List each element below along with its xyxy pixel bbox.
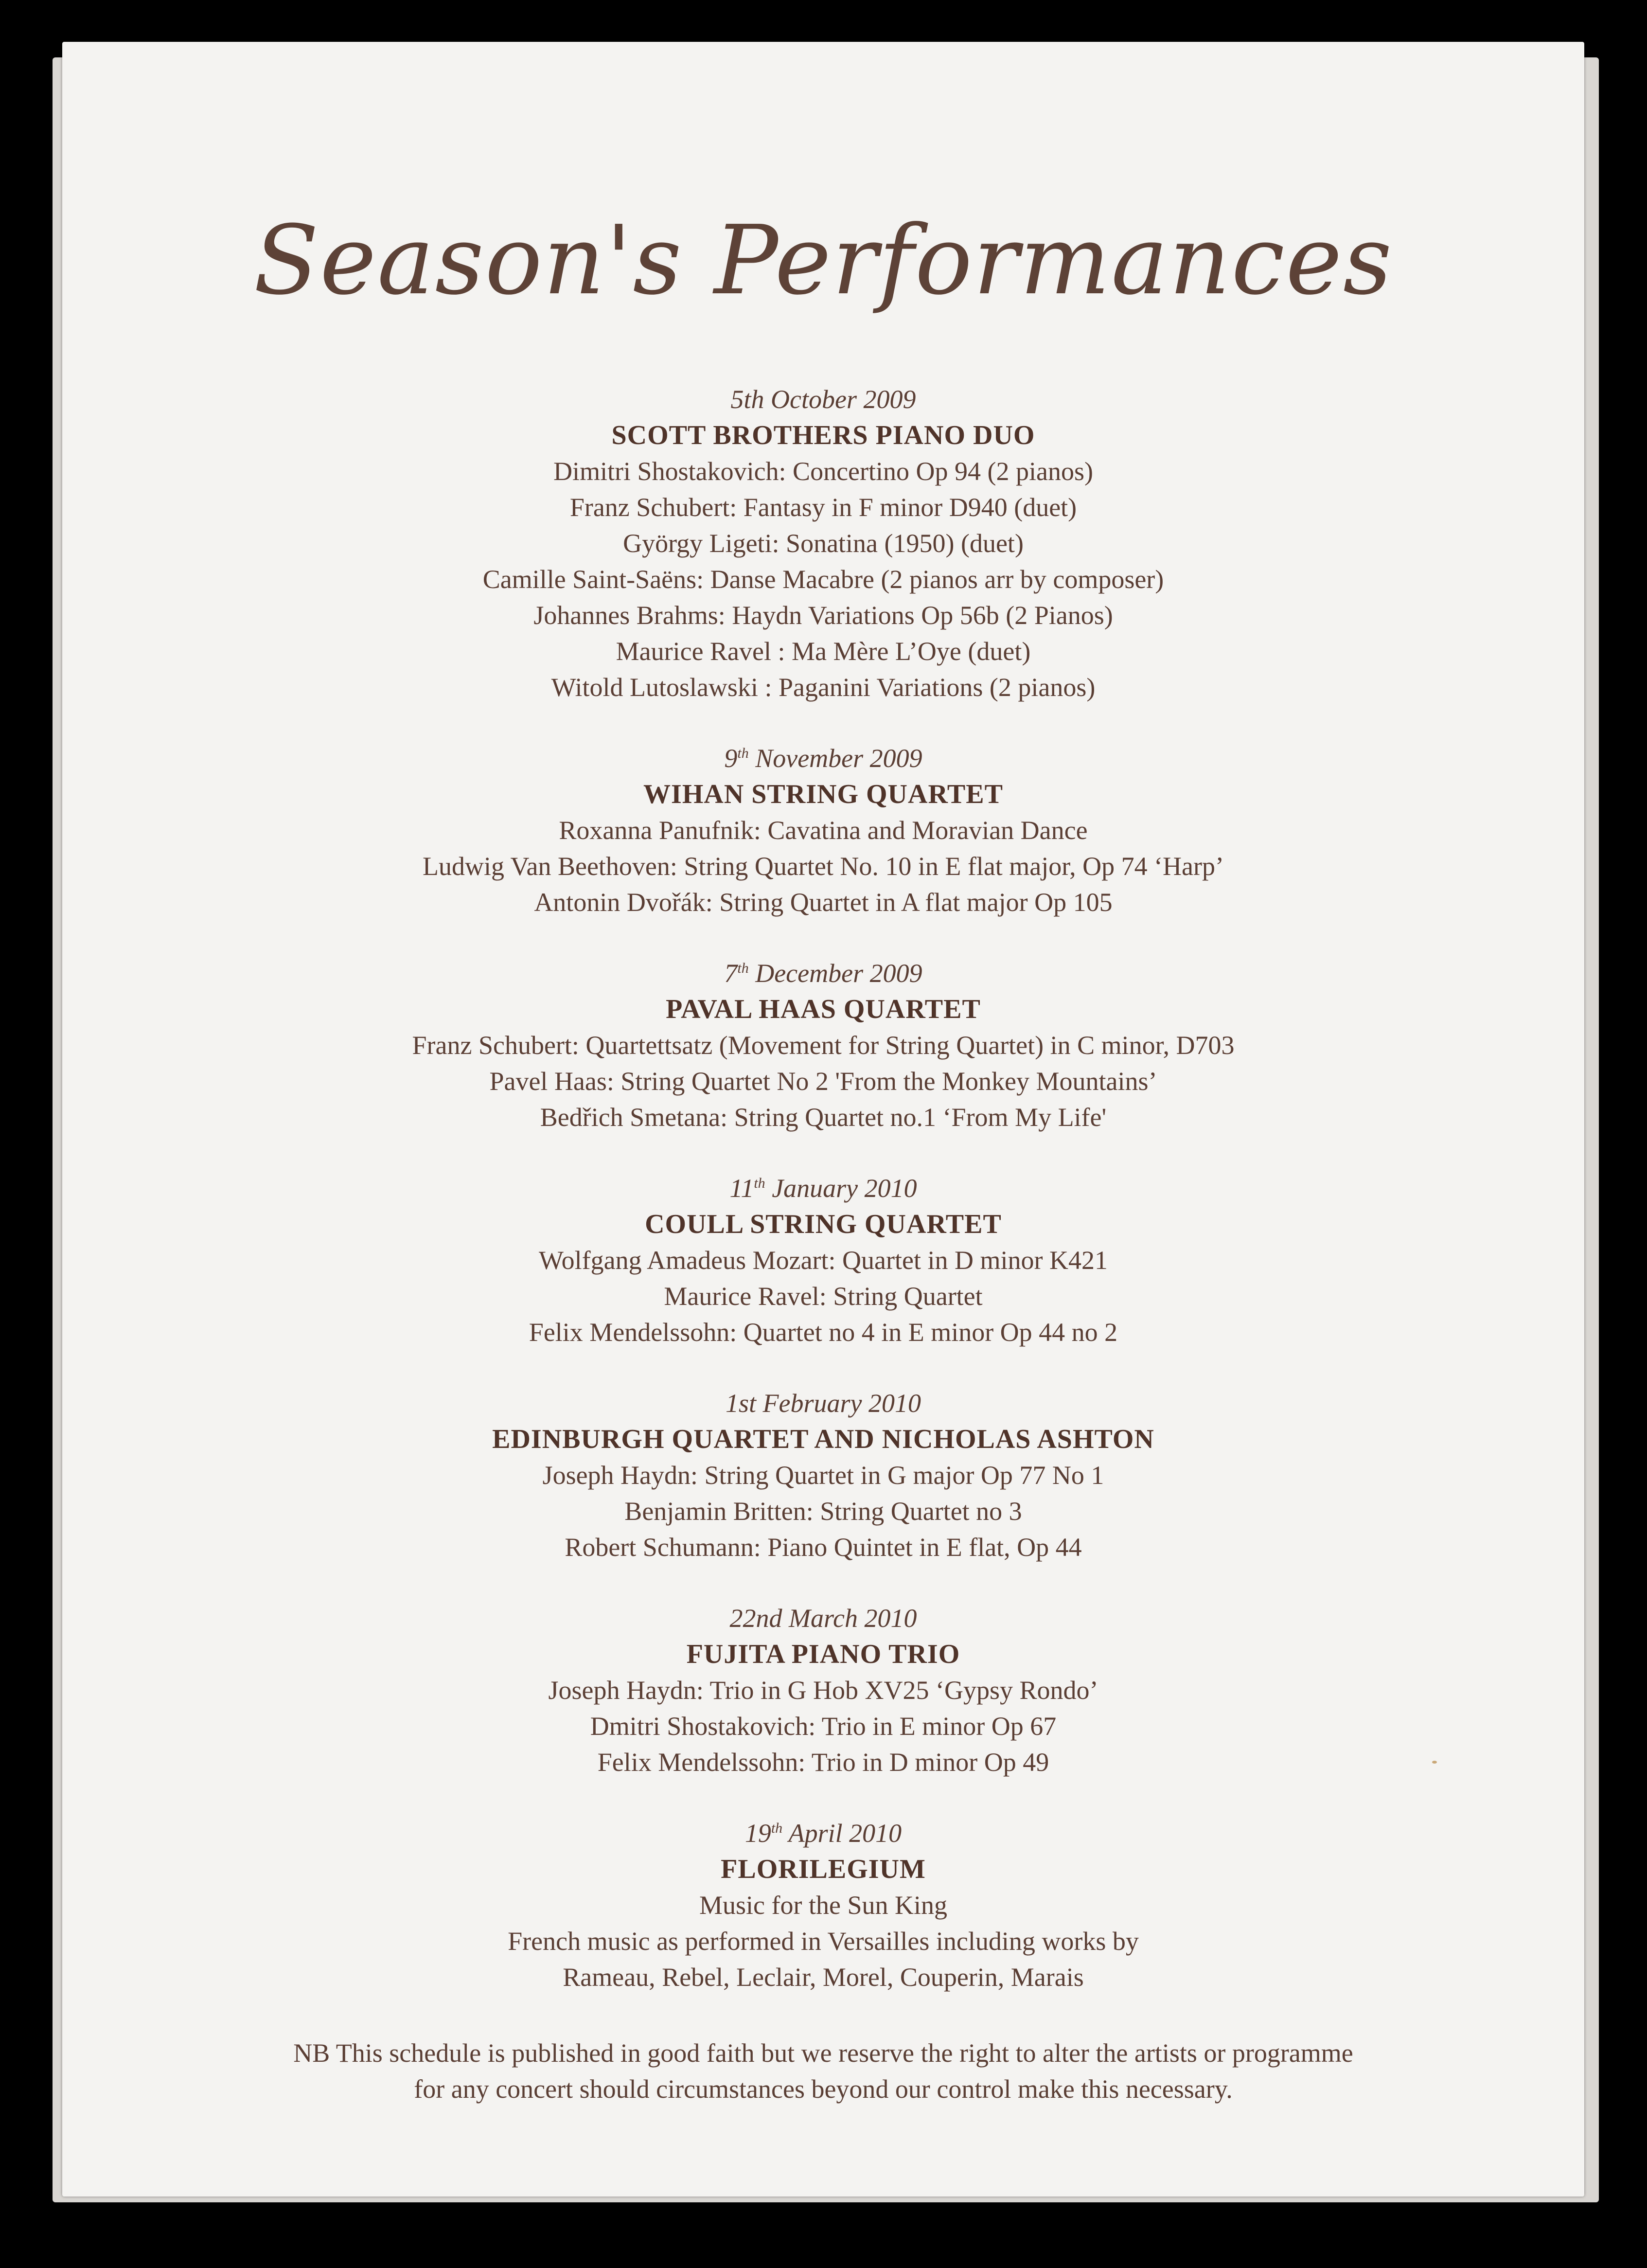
concert-date [62,381,1584,417]
programme-work: Felix Mendelssohn: Trio in D minor Op 49 [597,1748,1049,1777]
events-list [62,381,1584,2030]
performer-name: FUJITA PIANO TRIO [686,1639,960,1669]
programme-work: Franz Schubert: Quartettsatz (Movement for String Quartet) in C minor, D703 [412,1031,1235,1060]
concert-date-day: 19 [744,1819,771,1848]
performer-name: WIHAN STRING QUARTET [643,779,1003,809]
concert-date-ordinal: th [754,1175,765,1191]
disclaimer-line-1: NB This schedule is published in good faith but we reserve the right to alter the artists or programme [293,2038,1353,2068]
programme-work: Felix Mendelssohn: Quartet no 4 in E minor Op 44 no 2 [529,1318,1118,1347]
programme-work: Joseph Haydn: String Quartet in G major Op 77 No 1 [542,1461,1104,1490]
concert-date-month-year: November 2009 [748,744,922,773]
programme-work: Johannes Brahms: Haydn Variations Op 56b (2 Pianos) [533,601,1113,630]
programme-work: Franz Schubert: Fantasy in F minor D940 (duet) [569,493,1077,522]
programme-work: Music for the Sun King [699,1891,947,1920]
concert-date [62,1815,1584,1851]
page-title: Season's Performances [253,205,1393,316]
concert-date [62,1600,1584,1636]
disclaimer-note [62,2035,1584,2107]
concert-date-day: 5th October 2009 [730,385,916,414]
programme-work: Ludwig Van Beethoven: String Quartet No. 10 in E flat major, Op 74 ‘Harp’ [422,852,1224,881]
concert-date-ordinal: th [737,745,749,761]
concert-date-month-year: December 2009 [748,959,922,988]
performer-name: FLORILEGIUM [721,1854,926,1884]
paper-speck [1432,1761,1437,1764]
programme-work: Dimitri Shostakovich: Concertino Op 94 (2 pianos) [553,457,1093,486]
concert-date [62,1170,1584,1206]
concert-date-day: 9 [724,744,738,773]
concert-date-ordinal: th [771,1820,783,1836]
programme-work: Pavel Haas: String Quartet No 2 'From the Monkey Mountains’ [489,1067,1157,1096]
concert-entry [62,1385,1584,1565]
programme-work: French music as performed in Versailles including works by [508,1927,1139,1956]
programme-work: Antonin Dvořák: String Quartet in A flat major Op 105 [534,888,1113,917]
concert-date [62,955,1584,991]
programme-work: Camille Saint-Saëns: Danse Macabre (2 pianos arr by composer) [482,565,1164,594]
programme-work: Maurice Ravel : Ma Mère L’Oye (duet) [616,637,1031,666]
programme-work: Roxanna Panufnik: Cavatina and Moravian Dance [559,816,1088,845]
programme-page [62,42,1584,2197]
performer-name: COULL STRING QUARTET [645,1209,1002,1239]
concert-entry [62,1170,1584,1350]
programme-work: Wolfgang Amadeus Mozart: Quartet in D minor K421 [539,1246,1108,1275]
performer-name: PAVAL HAAS QUARTET [666,994,981,1024]
concert-date-month-year: January 2010 [765,1174,917,1203]
concert-entry [62,740,1584,920]
concert-date [62,1385,1584,1421]
programme-work: György Ligeti: Sonatina (1950) (duet) [623,529,1024,558]
concert-date-day: 7 [724,959,738,988]
programme-work: Benjamin Britten: String Quartet no 3 [624,1497,1022,1526]
concert-date-day: 11 [729,1174,754,1203]
performer-name: SCOTT BROTHERS PIANO DUO [611,420,1035,450]
performer-name: EDINBURGH QUARTET AND NICHOLAS ASHTON [492,1424,1154,1454]
programme-work: Bedřich Smetana: String Quartet no.1 ‘From My Life' [540,1103,1107,1132]
programme-work: Rameau, Rebel, Leclair, Morel, Couperin, Marais [563,1963,1084,1992]
programme-work: Dmitri Shostakovich: Trio in E minor Op 67 [590,1712,1057,1741]
concert-date-day: 22nd March 2010 [729,1604,917,1633]
concert-date-day: 1st February 2010 [726,1389,921,1418]
concert-entry [62,1815,1584,1995]
programme-work: Joseph Haydn: Trio in G Hob XV25 ‘Gypsy Rondo’ [548,1676,1098,1705]
programme-work: Robert Schumann: Piano Quintet in E flat, Op 44 [565,1533,1082,1562]
programme-work: Witold Lutoslawski : Paganini Variations (2 pianos) [551,673,1096,702]
programme-work: Maurice Ravel: String Quartet [664,1282,983,1311]
concert-date-month-year: April 2010 [782,1819,902,1848]
concert-entry [62,955,1584,1135]
concert-entry [62,1600,1584,1780]
concert-date [62,740,1584,776]
concert-date-ordinal: th [737,960,749,976]
concert-entry [62,381,1584,705]
disclaimer-line-2: for any concert should circumstances beyond our control make this necessary. [414,2074,1233,2104]
